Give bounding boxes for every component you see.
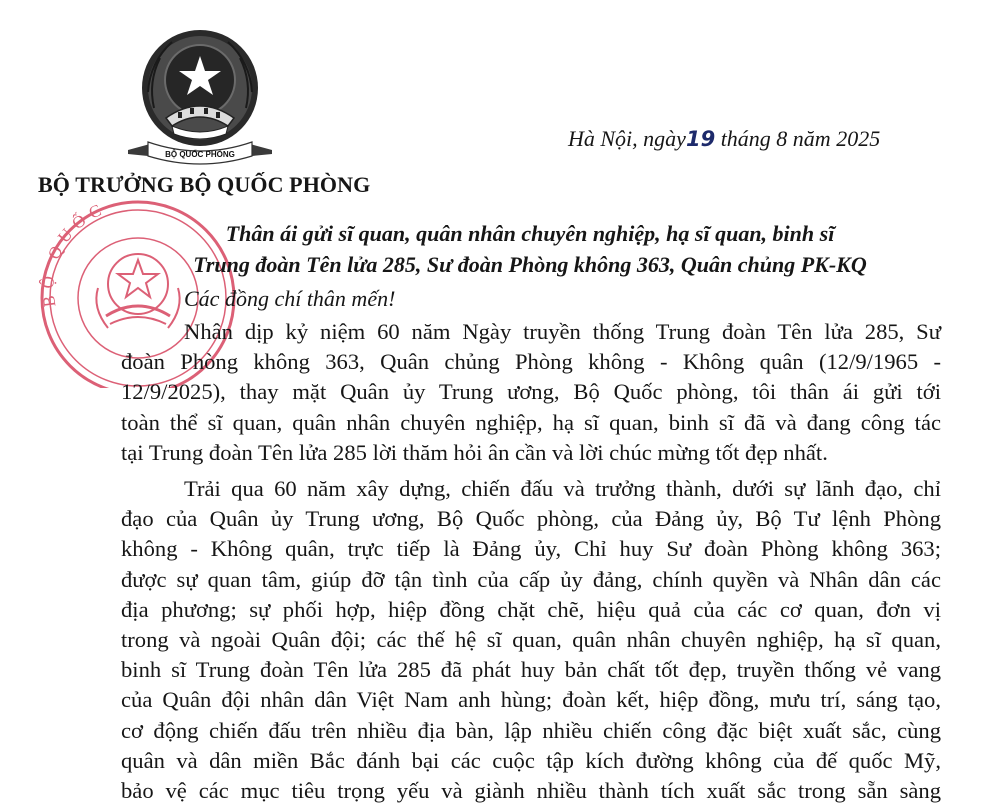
recipient-line: Thân ái gửi sĩ quan, quân nhân chuyên nghiệp, hạ sĩ quan, binh sĩ bbox=[225, 221, 835, 246]
date-day-handwritten: 19 bbox=[685, 127, 716, 151]
recipient-block bbox=[150, 218, 910, 280]
paragraph-line: đạo của Quân ủy Trung ương, Bộ Quốc phòng, của Đảng ủy, Bộ Tư lệnh Phòng bbox=[121, 506, 941, 532]
issuer-title: BỘ TRƯỞNG BỘ QUỐC PHÒNG bbox=[38, 172, 371, 197]
national-emblem bbox=[120, 22, 280, 172]
recipient-line: Trung đoàn Tên lửa 285, Sư đoàn Phòng không 363, Quân chủng PK-KQ bbox=[193, 252, 867, 277]
paragraph-line: bảo vệ các mục tiêu trọng yếu và giành nhiều thành tích xuất sắc trong sẵn sàng bbox=[121, 778, 941, 804]
paragraph-line: 12/9/2025), thay mặt Quân ủy Trung ương, Bộ Quốc phòng, tôi thân ái gửi tới bbox=[121, 379, 941, 405]
paragraph-line: không - Không quân, trực tiếp là Đảng ủy, Chỉ huy Sư đoàn Phòng không 363; bbox=[121, 536, 941, 562]
salutation: Các đồng chí thân mến! bbox=[184, 286, 396, 311]
paragraph-line: toàn thể sĩ quan, quân nhân chuyên nghiệp, hạ sĩ quan, binh sĩ đã và đang công tác bbox=[121, 409, 941, 435]
paragraph-line: binh sĩ Trung đoàn Tên lửa 285 đã phát huy bản chất tốt đẹp, truyền thống vẻ vang bbox=[121, 657, 941, 683]
paragraph-line: Trải qua 60 năm xây dựng, chiến đấu và trưởng thành, dưới sự lãnh đạo, chỉ bbox=[184, 476, 941, 501]
paragraph-line: Nhân dịp kỷ niệm 60 năm Ngày truyền thống Trung đoàn Tên lửa 285, Sư bbox=[184, 319, 941, 344]
paragraph-line: trong và ngoài Quân đội; các thế hệ sĩ quan, quân nhân chuyên nghiệp, hạ sĩ quan, bbox=[121, 627, 941, 653]
paragraph-line: của Quân đội nhân dân Việt Nam anh hùng; đoàn kết, hiệp đồng, mưu trí, sáng tạo, bbox=[121, 687, 941, 713]
date-suffix: tháng 8 năm 2025 bbox=[720, 126, 881, 151]
paragraph-line: cơ động chiến đấu trên nhiều địa bàn, lập nhiều chiến công đặc biệt xuất sắc, cùng bbox=[121, 717, 941, 743]
paragraph-1 bbox=[121, 317, 941, 468]
paragraph-line: tại Trung đoàn Tên lửa 285 lời thăm hỏi ân cần và lời chúc mừng tốt đẹp nhất. bbox=[121, 439, 828, 465]
paragraph-line: quân và dân miền Bắc đánh bại các cuộc tập kích đường không của đế quốc Mỹ, bbox=[121, 747, 941, 773]
date-prefix: Hà Nội, ngày bbox=[568, 126, 686, 151]
paragraph-line: được sự quan tâm, giúp đỡ tận tình của cấp ủy đảng, chính quyền và Nhân dân các bbox=[121, 566, 941, 592]
place-date-line bbox=[568, 126, 880, 152]
paragraph-line: đoàn Phòng không 363, Quân chủng Phòng không - Không quân (12/9/1965 - bbox=[121, 349, 941, 375]
paragraph-2 bbox=[121, 474, 941, 806]
emblem-banner-text: BỘ QUỐC PHÒNG bbox=[165, 150, 235, 159]
paragraph-line: địa phương; sự phối hợp, hiệp đồng chặt chẽ, hiệu quả của các cơ quan, đơn vị bbox=[121, 596, 941, 622]
stamp-arc-text: BỘ QUỐC bbox=[38, 198, 110, 309]
